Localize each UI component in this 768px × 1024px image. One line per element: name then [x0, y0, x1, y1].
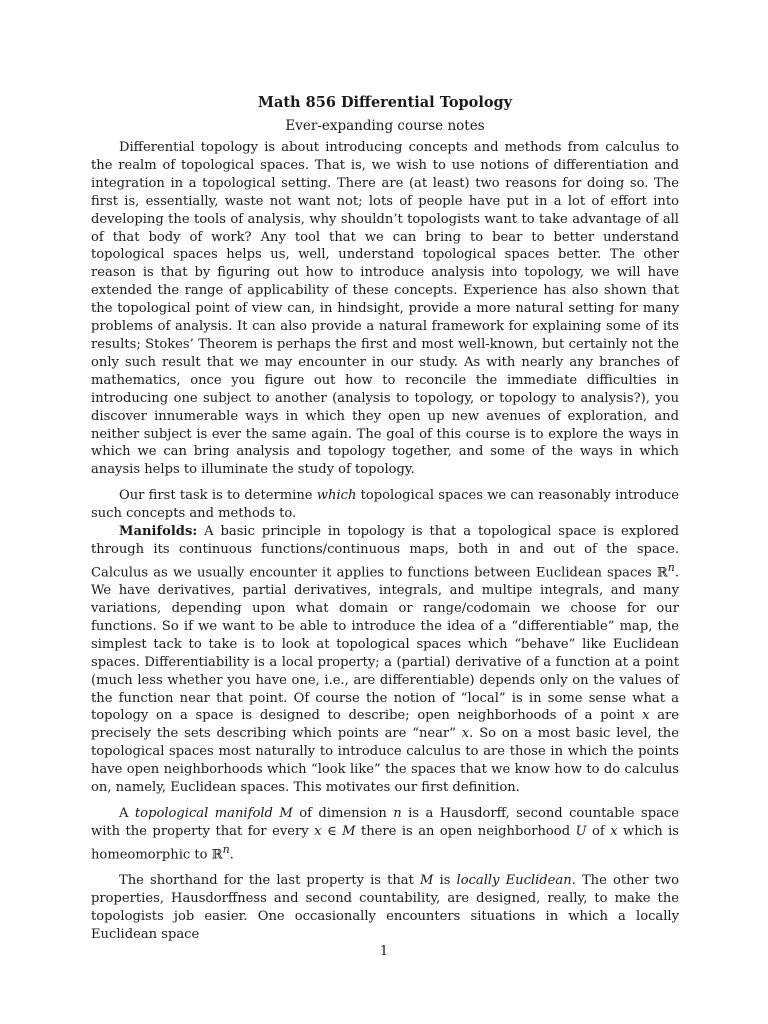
def-text-e: of: [586, 823, 611, 839]
def-term: topological manifold M: [134, 805, 293, 821]
manifolds-var-x1: x: [642, 708, 650, 724]
definition-paragraph: [91, 805, 679, 864]
short-text-a: The shorthand for the last property is that: [119, 873, 420, 889]
short-var-m: M: [419, 873, 434, 889]
manifolds-text-b: . We have derivatives, partial derivatives, integrals, and multipe integrals, and many variations, depending upon what domain or range/codomain we choose for our functions. So if we want to be able to introduce the idea of a “differentiable” map, the simplest tack to take is to look at topological spaces which “behave” like Euclidean spaces. Differentiability is a local property; a (partial) derivative of a function at a point (much less whether you have one, i.e., are differentiable) depends only on the values of the function near that point. Of course the notion of “local” is in some sense what a topology on a space is designed to describe; open neighborhoods of a point: [91, 565, 679, 724]
task-text-a: Our first task is to determine: [119, 488, 317, 504]
manifolds-var-x2: x: [461, 726, 470, 742]
def-var-x: x: [610, 823, 618, 839]
task-emphasis: which: [316, 488, 357, 504]
short-emphasis: locally Euclidean.: [456, 873, 576, 889]
def-var-n: n: [393, 805, 402, 821]
page-number: 1: [379, 944, 389, 959]
document-title: Math 856 Differential Topology: [257, 94, 513, 111]
def-text-f: which is homeomorphic to ℝ: [91, 823, 680, 863]
def-text-d: there is an open neighborhood: [355, 823, 576, 839]
def-var-u: U: [575, 823, 587, 839]
def-text-b: of dimension: [292, 805, 394, 821]
def-x-in-m: x ∈ M: [314, 823, 356, 839]
manifolds-paragraph: [91, 523, 679, 797]
def-text-c: is a Hausdorff, second countable space with the property that for every: [91, 805, 680, 839]
intro-paragraph: [91, 139, 679, 479]
def-superscript-n: n: [222, 842, 230, 856]
manifolds-text-a: A basic principle in topology is that a topological space is explored through its continuous functions/continuous maps, both in and out of the space. Calculus as we usually encounter it applies to functions between Euclidean spaces ℝ: [91, 524, 679, 581]
first-task-paragraph: [91, 487, 679, 523]
manifolds-text-d: . So on a most basic level, the topological spaces most naturally to introduce calculus to are those in which the points have open neighborhoods which “look like” the spaces that we know how to do calculus on, namely, Euclidean spaces. This motivates our first definition.: [91, 726, 679, 796]
manifolds-superscript-n: n: [667, 560, 675, 574]
task-text-b: topological spaces we can reasonably introduce such concepts and methods to.: [91, 488, 679, 522]
short-text-c: The other two properties, Hausdorffness and second countability, are designed, really, to make the topologists job easier. One occasionally encounters situations in which a locally Euclidean space: [91, 873, 679, 942]
document-subtitle: Ever-expanding course notes: [285, 118, 485, 134]
document-page: [91, 94, 679, 944]
def-text-g: .: [229, 847, 234, 863]
def-text-a: A: [119, 805, 135, 821]
shorthand-paragraph: [91, 872, 679, 944]
short-text-b: is: [433, 873, 457, 889]
intro-text: Differential topology is about introducing concepts and methods from calculus to the realm of topological spaces. That is, we wish to use notions of differentiation and integration in a topological setting. There are (at least) two reasons for doing so. The first is, essentially, waste not want not; lots of people have put in a lot of effort into developing the tools of analysis, why shouldn’t topologists want to take advantage of all of that body of work? Any tool that we can bring to bear to better understand topological spaces helps us, well, understand topological spaces better. The other reason is that by figuring out how to introduce analysis into topology, we will have extended the range of applicability of these concepts. Experience has also shown that the topological point of view can, in hindsight, provide a more natural setting for many problems of analysis. It can also provide a natural framework for explaining some of its results; Stokes’ Theorem is perhaps the first and most well-known, but certainly not the only such result that we may encounter in our study. As with nearly any branches of mathematics, once you figure out how to reconcile the immediate difficulties in introducing one subject to another (analysis to topology, or topology to analysis?), you discover innumerable ways in which they open up new avenues of exploration, and neither subject is ever the same again. The goal of this course is to explore the ways in which we can bring analysis and topology together, and some of the ways in which anaysis helps to illuminate the study of topology.: [91, 140, 679, 478]
manifolds-heading: Manifolds:: [119, 524, 198, 540]
manifolds-text-c: are precisely the sets describing which points are “near”: [91, 708, 680, 742]
